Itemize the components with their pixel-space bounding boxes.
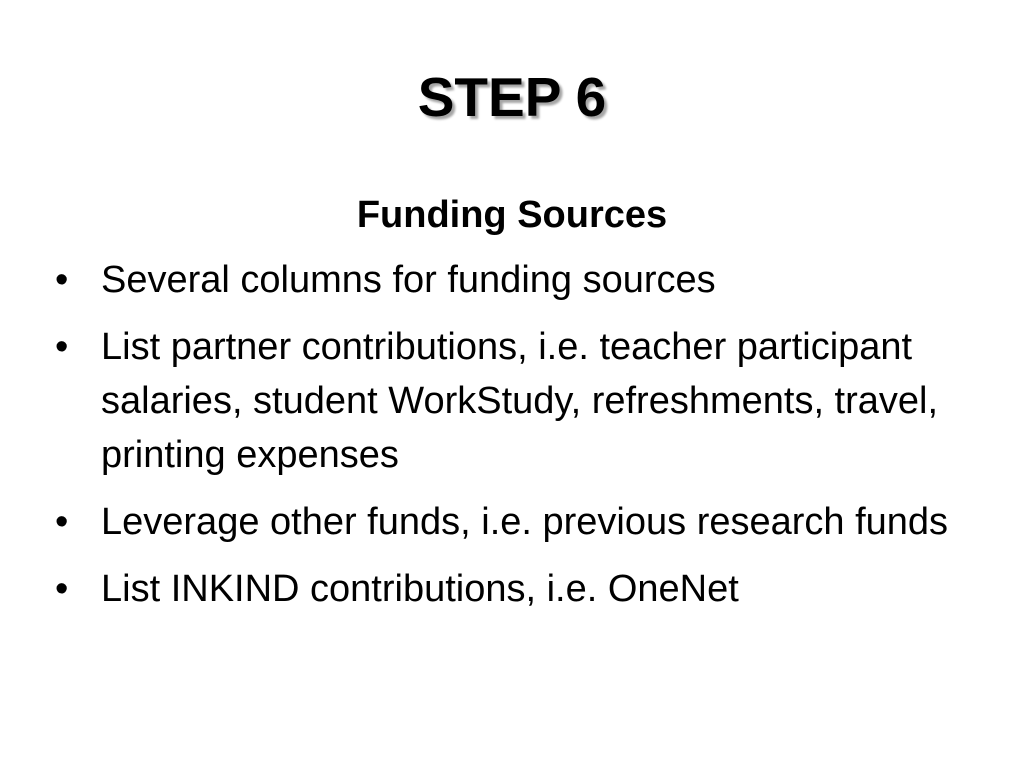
bullet-text: Leverage other funds, i.e. previous research funds [101,501,949,543]
bullet-item [55,320,955,482]
bullet-marker: • [55,501,69,543]
bullet-item [55,253,955,307]
bullet-item [55,495,955,549]
bullet-text: List INKIND contributions, i.e. OneNet [101,568,739,610]
bullet-marker: • [55,259,69,301]
bullet-item [55,562,955,616]
bullet-marker: • [55,326,69,368]
slide-title: STEP 6 [417,66,607,128]
slide-subtitle: Funding Sources [356,194,668,236]
bullet-text: List partner contributions, i.e. teacher participant salaries, student WorkStudy, refreshments, travel, printing expenses [101,326,939,476]
bullet-text: Several columns for funding sources [101,259,716,301]
bullet-marker: • [55,568,69,610]
bullet-list [55,253,955,629]
